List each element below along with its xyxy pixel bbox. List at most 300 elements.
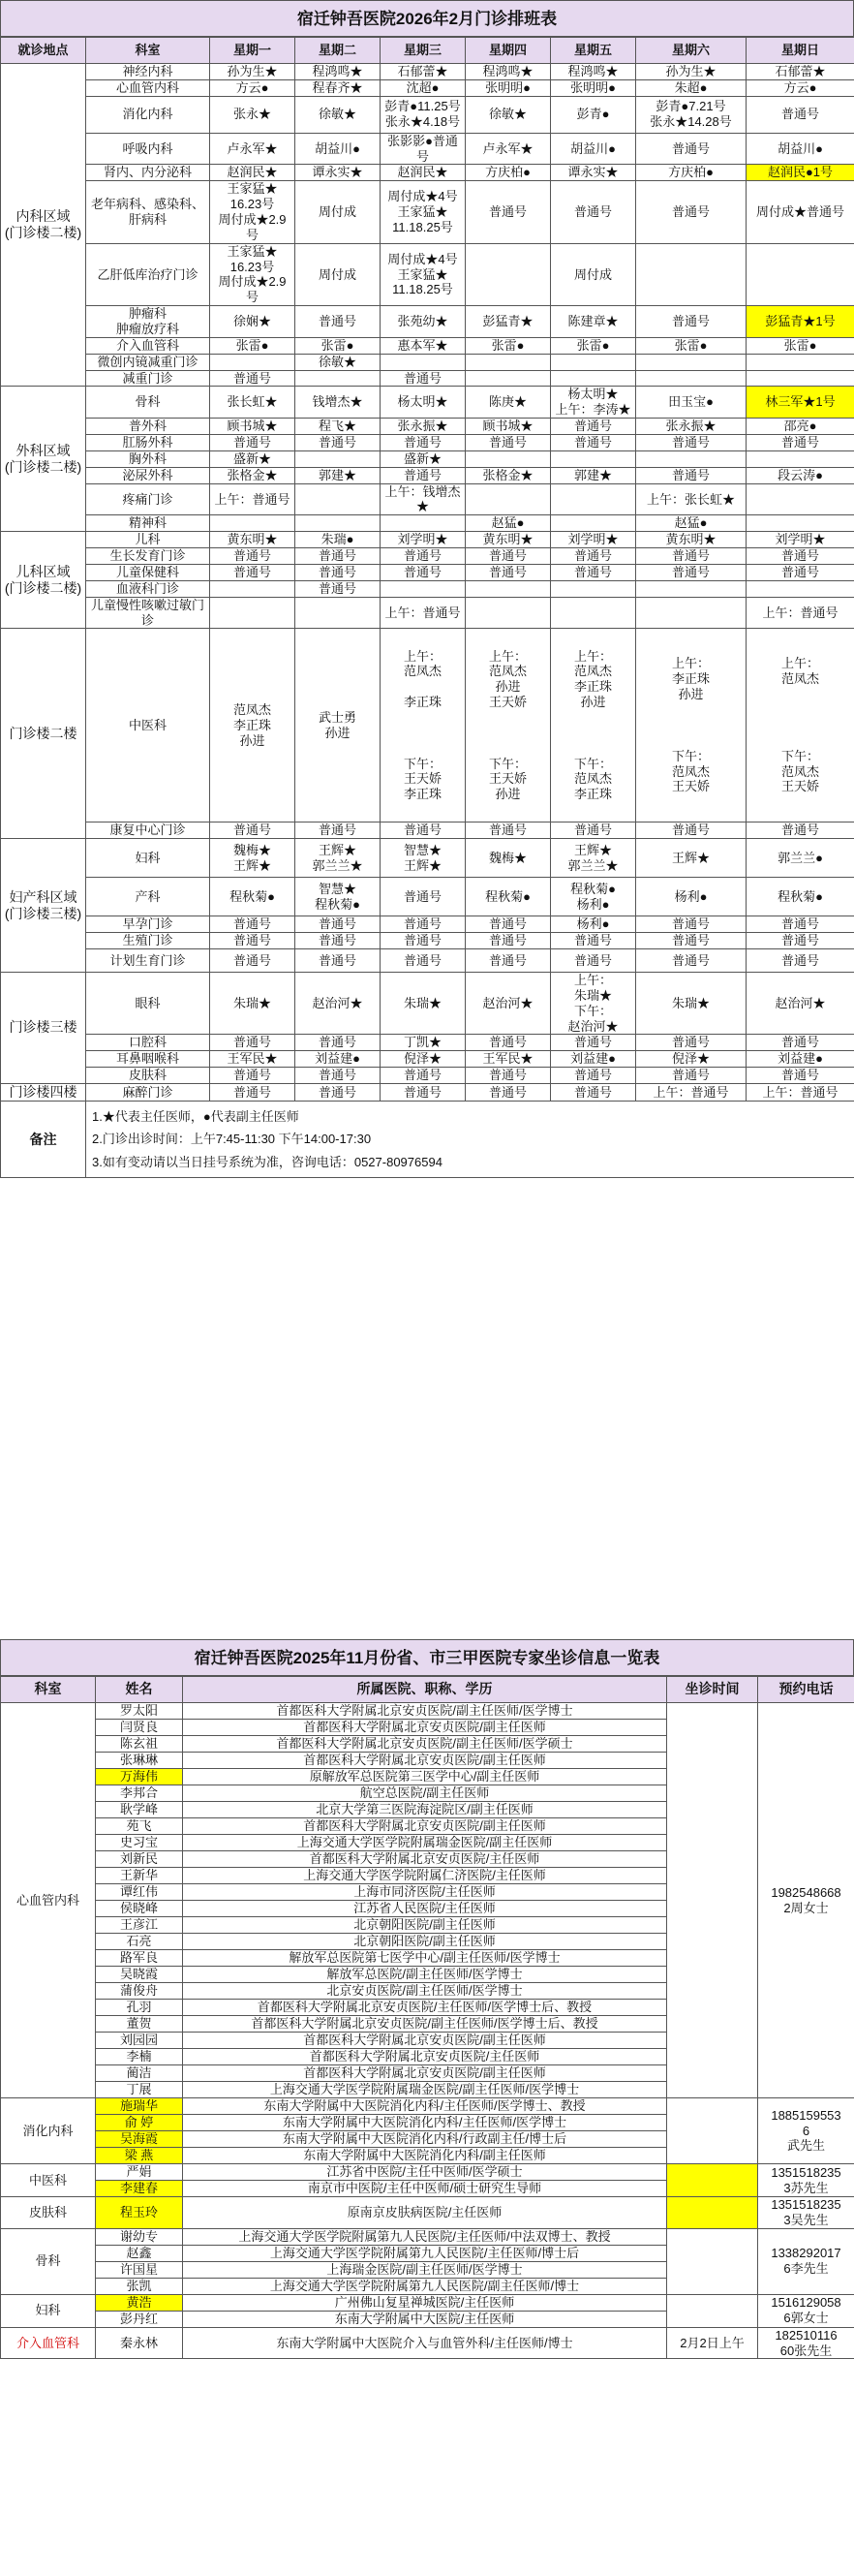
schedule-cell: 黄东明★ (636, 532, 747, 548)
schedule-cell: 普通号 (381, 1068, 466, 1084)
schedule-row (1, 483, 854, 515)
schedule-row (1, 306, 854, 338)
expert-name: 丁展 (96, 2082, 183, 2098)
dept-cell: 早孕门诊 (86, 916, 210, 933)
schedule-cell (551, 597, 636, 629)
schedule-cell: 范凤杰 李正珠 孙进 (210, 629, 295, 822)
schedule-cell: 普通号 (747, 96, 854, 133)
schedule-cell (295, 370, 381, 387)
schedule-cell (295, 483, 381, 515)
schedule-cell: 惠本军★ (381, 337, 466, 354)
schedule-cell: 普通号 (636, 435, 747, 451)
schedule-cell: 上午：普通号 (636, 1083, 747, 1101)
schedule-cell: 普通号 (466, 1083, 551, 1101)
schedule-row (1, 933, 854, 949)
schedule-cell: 普通号 (381, 933, 466, 949)
schedule-cell: 普通号 (551, 564, 636, 580)
expert-name: 施瑞华 (96, 2098, 183, 2115)
schedule-cell: 普通号 (636, 564, 747, 580)
expert-affiliation: 上海瑞金医院/副主任医师/医学博士 (183, 2261, 667, 2278)
schedule-row (1, 948, 854, 972)
schedule-cell (381, 354, 466, 370)
expert-affiliation: 原解放军总医院第三医学中心/副主任医师 (183, 1769, 667, 1785)
schedule-cell: 胡益川● (295, 133, 381, 165)
schedule-cell: 郭兰兰● (747, 839, 854, 878)
schedule-cell: 钱增杰★ (295, 387, 381, 419)
note-line: 3.如有变动请以当日挂号系统为准，咨询电话：0527-80976594 (92, 1154, 442, 1169)
schedule-header-cell: 星期三 (381, 38, 466, 64)
schedule-cell: 普通号 (466, 1035, 551, 1051)
schedule-cell (295, 450, 381, 467)
expert-time (667, 1703, 758, 2098)
schedule-cell: 智慧★ 王辉★ (381, 839, 466, 878)
schedule-cell: 普通号 (551, 435, 636, 451)
experts-table (0, 1676, 854, 2359)
schedule-row (1, 916, 854, 933)
schedule-cell: 林三军★1号 (747, 387, 854, 419)
schedule-cell: 胡益川● (747, 133, 854, 165)
schedule-row (1, 839, 854, 878)
schedule-cell: 普通号 (210, 1068, 295, 1084)
schedule-cell: 张影影●普通号 (381, 133, 466, 165)
schedule-cell (295, 597, 381, 629)
schedule-cell: 盛新★ (381, 450, 466, 467)
schedule-header-cell: 星期四 (466, 38, 551, 64)
schedule-cell: 普通号 (636, 948, 747, 972)
dept-cell: 妇科 (86, 839, 210, 878)
dept-cell: 介入血管科 (86, 337, 210, 354)
schedule-row (1, 387, 854, 419)
expert-name: 刘新民 (96, 1851, 183, 1868)
schedule-cell: 普通号 (381, 435, 466, 451)
dept-cell: 微创内镜减重门诊 (86, 354, 210, 370)
schedule-cell: 程秋菊● (466, 878, 551, 916)
schedule-cell: 黄东明★ (210, 532, 295, 548)
expert-name: 梁 燕 (96, 2148, 183, 2164)
expert-row (1, 2228, 854, 2245)
dept-cell: 骨科 (86, 387, 210, 419)
schedule-cell: 张雷● (636, 337, 747, 354)
schedule-cell: 王军民★ (466, 1051, 551, 1068)
expert-dept: 骨科 (1, 2228, 96, 2294)
schedule-cell: 普通号 (551, 948, 636, 972)
expert-name: 黄浩 (96, 2294, 183, 2311)
schedule-cell: 普通号 (636, 306, 747, 338)
dept-cell: 麻醉门诊 (86, 1083, 210, 1101)
schedule-cell: 张苑幼★ (381, 306, 466, 338)
schedule-cell: 石郁蕾★ (381, 64, 466, 80)
schedule-row (1, 580, 854, 597)
note-line: 1.★代表主任医师，●代表副主任医师 (92, 1109, 299, 1125)
expert-row (1, 2164, 854, 2181)
schedule-cell: 普通号 (295, 1083, 381, 1101)
schedule-cell: 程秋菊● 杨利● (551, 878, 636, 916)
schedule-cell: 杨利● (636, 878, 747, 916)
expert-phone: 1516129058 6郭女士 (758, 2294, 854, 2327)
schedule-cell: 杨太明★ 上午：李涛★ (551, 387, 636, 419)
schedule-cell: 石郁蕾★ (747, 64, 854, 80)
schedule-cell: 张格金★ (466, 467, 551, 483)
expert-time (667, 2294, 758, 2327)
dept-cell: 肛肠外科 (86, 435, 210, 451)
schedule-cell: 上午： 李正珠 孙进 下午： 范凤杰 王天娇 (636, 629, 747, 822)
notes-label: 备注 (1, 1102, 86, 1178)
schedule-cell: 普通号 (636, 822, 747, 839)
expert-affiliation: 首都医科大学附属北京安贞医院/副主任医师 (183, 1753, 667, 1769)
schedule-title: 宿迁钟吾医院2026年2月门诊排班表 (0, 0, 854, 37)
expert-affiliation: 原南京皮肤病医院/主任医师 (183, 2197, 667, 2229)
schedule-row (1, 515, 854, 532)
schedule-cell: 普通号 (295, 916, 381, 933)
experts-section (0, 1639, 854, 2359)
area-cell: 妇产科区域 (门诊楼三楼) (1, 839, 86, 973)
schedule-cell (636, 580, 747, 597)
schedule-row (1, 822, 854, 839)
schedule-cell (466, 243, 551, 305)
schedule-cell: 张雷● (466, 337, 551, 354)
schedule-cell: 陈庚★ (466, 387, 551, 419)
schedule-row (1, 972, 854, 1034)
dept-cell: 儿童保健科 (86, 564, 210, 580)
schedule-cell: 普通号 (466, 564, 551, 580)
schedule-cell: 刘益建● (747, 1051, 854, 1068)
schedule-cell: 赵治河★ (747, 972, 854, 1034)
schedule-cell: 上午：钱增杰★ (381, 483, 466, 515)
expert-affiliation: 上海交通大学医学院附属瑞金医院/副主任医师 (183, 1835, 667, 1851)
schedule-cell: 程鸿鸣★ (551, 64, 636, 80)
dept-cell: 肿瘤科 肿瘤放疗科 (86, 306, 210, 338)
schedule-cell (551, 354, 636, 370)
expert-name: 史习宝 (96, 1835, 183, 1851)
expert-name: 张琳琳 (96, 1753, 183, 1769)
schedule-cell: 魏梅★ (466, 839, 551, 878)
schedule-cell: 普通号 (636, 933, 747, 949)
dept-cell: 康复中心门诊 (86, 822, 210, 839)
schedule-cell: 普通号 (466, 1068, 551, 1084)
expert-row (1, 2294, 854, 2311)
schedule-cell (551, 580, 636, 597)
schedule-cell (551, 515, 636, 532)
schedule-cell: 张永振★ (636, 419, 747, 435)
schedule-cell: 普通号 (210, 933, 295, 949)
expert-affiliation: 首都医科大学附属北京安贞医院/副主任医师/医学博士后、教授 (183, 2016, 667, 2033)
schedule-cell: 普通号 (551, 822, 636, 839)
expert-name: 蒲俊舟 (96, 1983, 183, 2000)
schedule-row (1, 181, 854, 243)
expert-name: 彭丹红 (96, 2311, 183, 2327)
schedule-cell: 普通号 (381, 878, 466, 916)
schedule-cell (381, 580, 466, 597)
expert-affiliation: 首都医科大学附属北京安贞医院/副主任医师 (183, 1720, 667, 1736)
schedule-cell: 卢永军★ (210, 133, 295, 165)
area-cell: 门诊楼三楼 (1, 972, 86, 1083)
expert-affiliation: 首都医科大学附属北京安贞医院/副主任医师/医学硕士 (183, 1736, 667, 1753)
expert-affiliation: 上海交通大学医学院附属第九人民医院/副主任医师/博士 (183, 2278, 667, 2294)
expert-affiliation: 东南大学附属中大医院/主任医师 (183, 2311, 667, 2327)
schedule-cell: 程鸿鸣★ (466, 64, 551, 80)
schedule-cell (466, 580, 551, 597)
schedule-cell: 普通号 (551, 933, 636, 949)
schedule-cell: 张雷● (747, 337, 854, 354)
schedule-cell: 普通号 (381, 916, 466, 933)
schedule-cell: 普通号 (210, 948, 295, 972)
expert-name: 李楠 (96, 2049, 183, 2065)
expert-affiliation: 上海交通大学医学院附属第九人民医院/主任医师/博士后 (183, 2245, 667, 2261)
expert-name: 罗太阳 (96, 1703, 183, 1720)
expert-name: 谭红伟 (96, 1884, 183, 1901)
expert-affiliation: 航空总医院/副主任医师 (183, 1785, 667, 1802)
expert-row (1, 2197, 854, 2229)
schedule-row (1, 64, 854, 80)
schedule-cell: 上午： 朱瑞★ 下午： 赵治河★ (551, 972, 636, 1034)
schedule-cell: 谭永实★ (551, 165, 636, 181)
schedule-cell (747, 515, 854, 532)
expert-time (667, 2098, 758, 2164)
experts-header-cell: 科室 (1, 1677, 96, 1703)
expert-dept: 心血管内科 (1, 1703, 96, 2098)
schedule-cell: 普通号 (295, 1068, 381, 1084)
area-cell: 外科区域 (门诊楼二楼) (1, 387, 86, 532)
expert-affiliation: 解放军总医院/副主任医师/医学博士 (183, 1967, 667, 1983)
schedule-cell: 朱瑞★ (636, 972, 747, 1034)
schedule-cell: 赵猛● (636, 515, 747, 532)
schedule-cell: 王家猛★ 16.23号 周付成★2.9号 (210, 181, 295, 243)
schedule-cell: 徐敏★ (295, 96, 381, 133)
dept-cell: 泌尿外科 (86, 467, 210, 483)
expert-name: 张凯 (96, 2278, 183, 2294)
schedule-header-cell: 星期六 (636, 38, 747, 64)
schedule-cell: 程春齐★ (295, 79, 381, 96)
schedule-cell: 普通号 (747, 1068, 854, 1084)
expert-affiliation: 上海交通大学医学院附属瑞金医院/副主任医师/医学博士 (183, 2082, 667, 2098)
dept-cell: 消化内科 (86, 96, 210, 133)
schedule-cell: 郭建★ (295, 467, 381, 483)
expert-phone: 182510116 60张先生 (758, 2327, 854, 2359)
schedule-cell: 盛新★ (210, 450, 295, 467)
schedule-cell (466, 354, 551, 370)
schedule-row (1, 878, 854, 916)
schedule-cell: 赵猛● (466, 515, 551, 532)
schedule-cell: 谭永实★ (295, 165, 381, 181)
schedule-header-cell: 星期日 (747, 38, 854, 64)
expert-affiliation: 首都医科大学附属北京安贞医院/主任医师/医学博士后、教授 (183, 2000, 667, 2016)
schedule-cell: 程秋菊● (210, 878, 295, 916)
schedule-cell: 普通号 (636, 467, 747, 483)
schedule-cell: 普通号 (551, 1083, 636, 1101)
schedule-cell: 普通号 (747, 822, 854, 839)
expert-name: 秦永林 (96, 2327, 183, 2359)
expert-affiliation: 江苏省人民医院/主任医师 (183, 1901, 667, 1917)
schedule-cell (210, 515, 295, 532)
schedule-cell (466, 483, 551, 515)
schedule-cell: 普通号 (551, 181, 636, 243)
expert-affiliation: 北京大学第三医院海淀院区/副主任医师 (183, 1802, 667, 1818)
dept-cell: 儿童慢性咳嗽过敏门诊 (86, 597, 210, 629)
schedule-cell: 顾书城★ (210, 419, 295, 435)
schedule-cell: 刘学明★ (381, 532, 466, 548)
schedule-cell: 程飞★ (295, 419, 381, 435)
expert-affiliation: 北京朝阳医院/副主任医师 (183, 1934, 667, 1950)
expert-dept: 介入血管科 (1, 2327, 96, 2359)
schedule-cell: 普通号 (636, 133, 747, 165)
expert-phone: 1338292017 6李先生 (758, 2228, 854, 2294)
expert-affiliation: 首都医科大学附属北京安贞医院/主任医师 (183, 1851, 667, 1868)
schedule-cell: 赵润民★ (381, 165, 466, 181)
schedule-cell: 朱瑞● (295, 532, 381, 548)
schedule-cell: 张长虹★ (210, 387, 295, 419)
schedule-cell: 上午：普通号 (210, 483, 295, 515)
schedule-table (0, 37, 854, 1178)
dept-cell: 胸外科 (86, 450, 210, 467)
expert-affiliation: 东南大学附属中大医院消化内科/主任医师/医学博士、教授 (183, 2098, 667, 2115)
expert-affiliation: 北京安贞医院/副主任医师/医学博士 (183, 1983, 667, 2000)
schedule-cell: 刘益建● (551, 1051, 636, 1068)
schedule-cell (295, 515, 381, 532)
expert-name: 孔羽 (96, 2000, 183, 2016)
schedule-cell: 普通号 (381, 564, 466, 580)
schedule-cell: 胡益川● (551, 133, 636, 165)
schedule-row (1, 337, 854, 354)
schedule-cell (636, 450, 747, 467)
schedule-cell: 刘学明★ (551, 532, 636, 548)
schedule-cell: 邵亮● (747, 419, 854, 435)
schedule-row (1, 435, 854, 451)
expert-name: 谢幼专 (96, 2228, 183, 2245)
schedule-cell (466, 370, 551, 387)
expert-name: 苑飞 (96, 1818, 183, 1835)
experts-header-cell: 坐诊时间 (667, 1677, 758, 1703)
schedule-cell: 普通号 (381, 548, 466, 565)
schedule-cell: 田玉宝● (636, 387, 747, 419)
schedule-row (1, 1068, 854, 1084)
expert-name: 严娟 (96, 2164, 183, 2181)
schedule-cell: 郭建★ (551, 467, 636, 483)
schedule-cell: 普通号 (636, 548, 747, 565)
schedule-cell: 朱瑞★ (210, 972, 295, 1034)
dept-cell: 产科 (86, 878, 210, 916)
expert-phone: 1351518235 3吴先生 (758, 2197, 854, 2229)
schedule-cell: 杨利● (551, 916, 636, 933)
schedule-cell: 徐娴★ (210, 306, 295, 338)
schedule-cell: 普通号 (295, 306, 381, 338)
schedule-cell: 张格金★ (210, 467, 295, 483)
schedule-cell: 普通号 (295, 435, 381, 451)
schedule-header-cell: 就诊地点 (1, 38, 86, 64)
expert-name: 赵鑫 (96, 2245, 183, 2261)
schedule-cell: 普通号 (466, 548, 551, 565)
schedule-cell (551, 450, 636, 467)
schedule-cell: 徐敏★ (466, 96, 551, 133)
schedule-cell (210, 580, 295, 597)
schedule-cell: 方庆柏● (636, 165, 747, 181)
schedule-cell: 周付成 (295, 181, 381, 243)
schedule-cell: 普通号 (295, 564, 381, 580)
schedule-cell: 王辉★ 郭兰兰★ (295, 839, 381, 878)
schedule-cell: 普通号 (466, 181, 551, 243)
schedule-row (1, 419, 854, 435)
schedule-cell: 普通号 (551, 419, 636, 435)
schedule-cell: 普通号 (747, 1035, 854, 1051)
dept-cell: 皮肤科 (86, 1068, 210, 1084)
schedule-cell: 智慧★ 程秋菊● (295, 878, 381, 916)
dept-cell: 计划生育门诊 (86, 948, 210, 972)
schedule-row (1, 597, 854, 629)
expert-affiliation: 广州佛山复星禅城医院/主任医师 (183, 2294, 667, 2311)
schedule-cell: 普通号 (381, 822, 466, 839)
dept-cell: 生长发育门诊 (86, 548, 210, 565)
schedule-cell: 张永★ (210, 96, 295, 133)
schedule-cell (747, 354, 854, 370)
expert-name: 李建春 (96, 2181, 183, 2197)
schedule-row (1, 564, 854, 580)
schedule-header-cell: 星期五 (551, 38, 636, 64)
schedule-header-cell: 星期二 (295, 38, 381, 64)
schedule-cell: 普通号 (210, 370, 295, 387)
schedule-cell: 王军民★ (210, 1051, 295, 1068)
schedule-row (1, 370, 854, 387)
expert-row (1, 2098, 854, 2115)
schedule-cell: 普通号 (466, 822, 551, 839)
expert-phone: 1351518235 3苏先生 (758, 2164, 854, 2197)
schedule-header-cell: 星期一 (210, 38, 295, 64)
schedule-cell (551, 483, 636, 515)
expert-name: 董贺 (96, 2016, 183, 2033)
schedule-cell: 普通号 (747, 435, 854, 451)
schedule-cell: 普通号 (210, 548, 295, 565)
expert-name: 王彦江 (96, 1917, 183, 1934)
schedule-cell: 普通号 (636, 181, 747, 243)
schedule-cell: 普通号 (636, 1035, 747, 1051)
schedule-cell: 普通号 (381, 1083, 466, 1101)
schedule-cell: 上午：普通号 (747, 1083, 854, 1101)
schedule-cell: 普通号 (747, 933, 854, 949)
schedule-section (0, 0, 854, 1178)
schedule-cell: 普通号 (636, 1068, 747, 1084)
expert-affiliation: 首都医科大学附属北京安贞医院/副主任医师 (183, 1818, 667, 1835)
schedule-row (1, 243, 854, 305)
schedule-cell: 张雷● (210, 337, 295, 354)
schedule-cell: 赵治河★ (295, 972, 381, 1034)
note-line: 2.门诊出诊时间：上午7:45-11:30 下午14:00-17:30 (92, 1132, 372, 1147)
expert-phone: 1982548668 2周女士 (758, 1703, 854, 2098)
expert-affiliation: 北京朝阳医院/副主任医师 (183, 1917, 667, 1934)
schedule-row (1, 1051, 854, 1068)
schedule-cell: 周付成 (551, 243, 636, 305)
schedule-row (1, 96, 854, 133)
schedule-cell: 普通号 (381, 948, 466, 972)
schedule-cell: 普通号 (466, 435, 551, 451)
schedule-cell (210, 597, 295, 629)
schedule-row (1, 79, 854, 96)
dept-cell: 口腔科 (86, 1035, 210, 1051)
dept-cell: 乙肝低库治疗门诊 (86, 243, 210, 305)
notes-row (1, 1102, 854, 1178)
dept-cell: 耳鼻咽喉科 (86, 1051, 210, 1068)
schedule-cell: 倪泽★ (636, 1051, 747, 1068)
expert-dept: 消化内科 (1, 2098, 96, 2164)
schedule-cell: 赵润民★ (210, 165, 295, 181)
experts-title: 宿迁钟吾医院2025年11月份省、市三甲医院专家坐诊信息一览表 (0, 1639, 854, 1676)
expert-affiliation: 东南大学附属中大医院消化内科/副主任医师 (183, 2148, 667, 2164)
area-cell: 门诊楼二楼 (1, 629, 86, 839)
expert-affiliation: 上海市同济医院/主任医师 (183, 1884, 667, 1901)
schedule-cell: 普通号 (747, 564, 854, 580)
schedule-cell: 普通号 (381, 467, 466, 483)
expert-affiliation: 首都医科大学附属北京安贞医院/主任医师 (183, 2049, 667, 2065)
expert-name: 吴晓霞 (96, 1967, 183, 1983)
expert-name: 俞 婷 (96, 2115, 183, 2131)
schedule-cell (747, 243, 854, 305)
